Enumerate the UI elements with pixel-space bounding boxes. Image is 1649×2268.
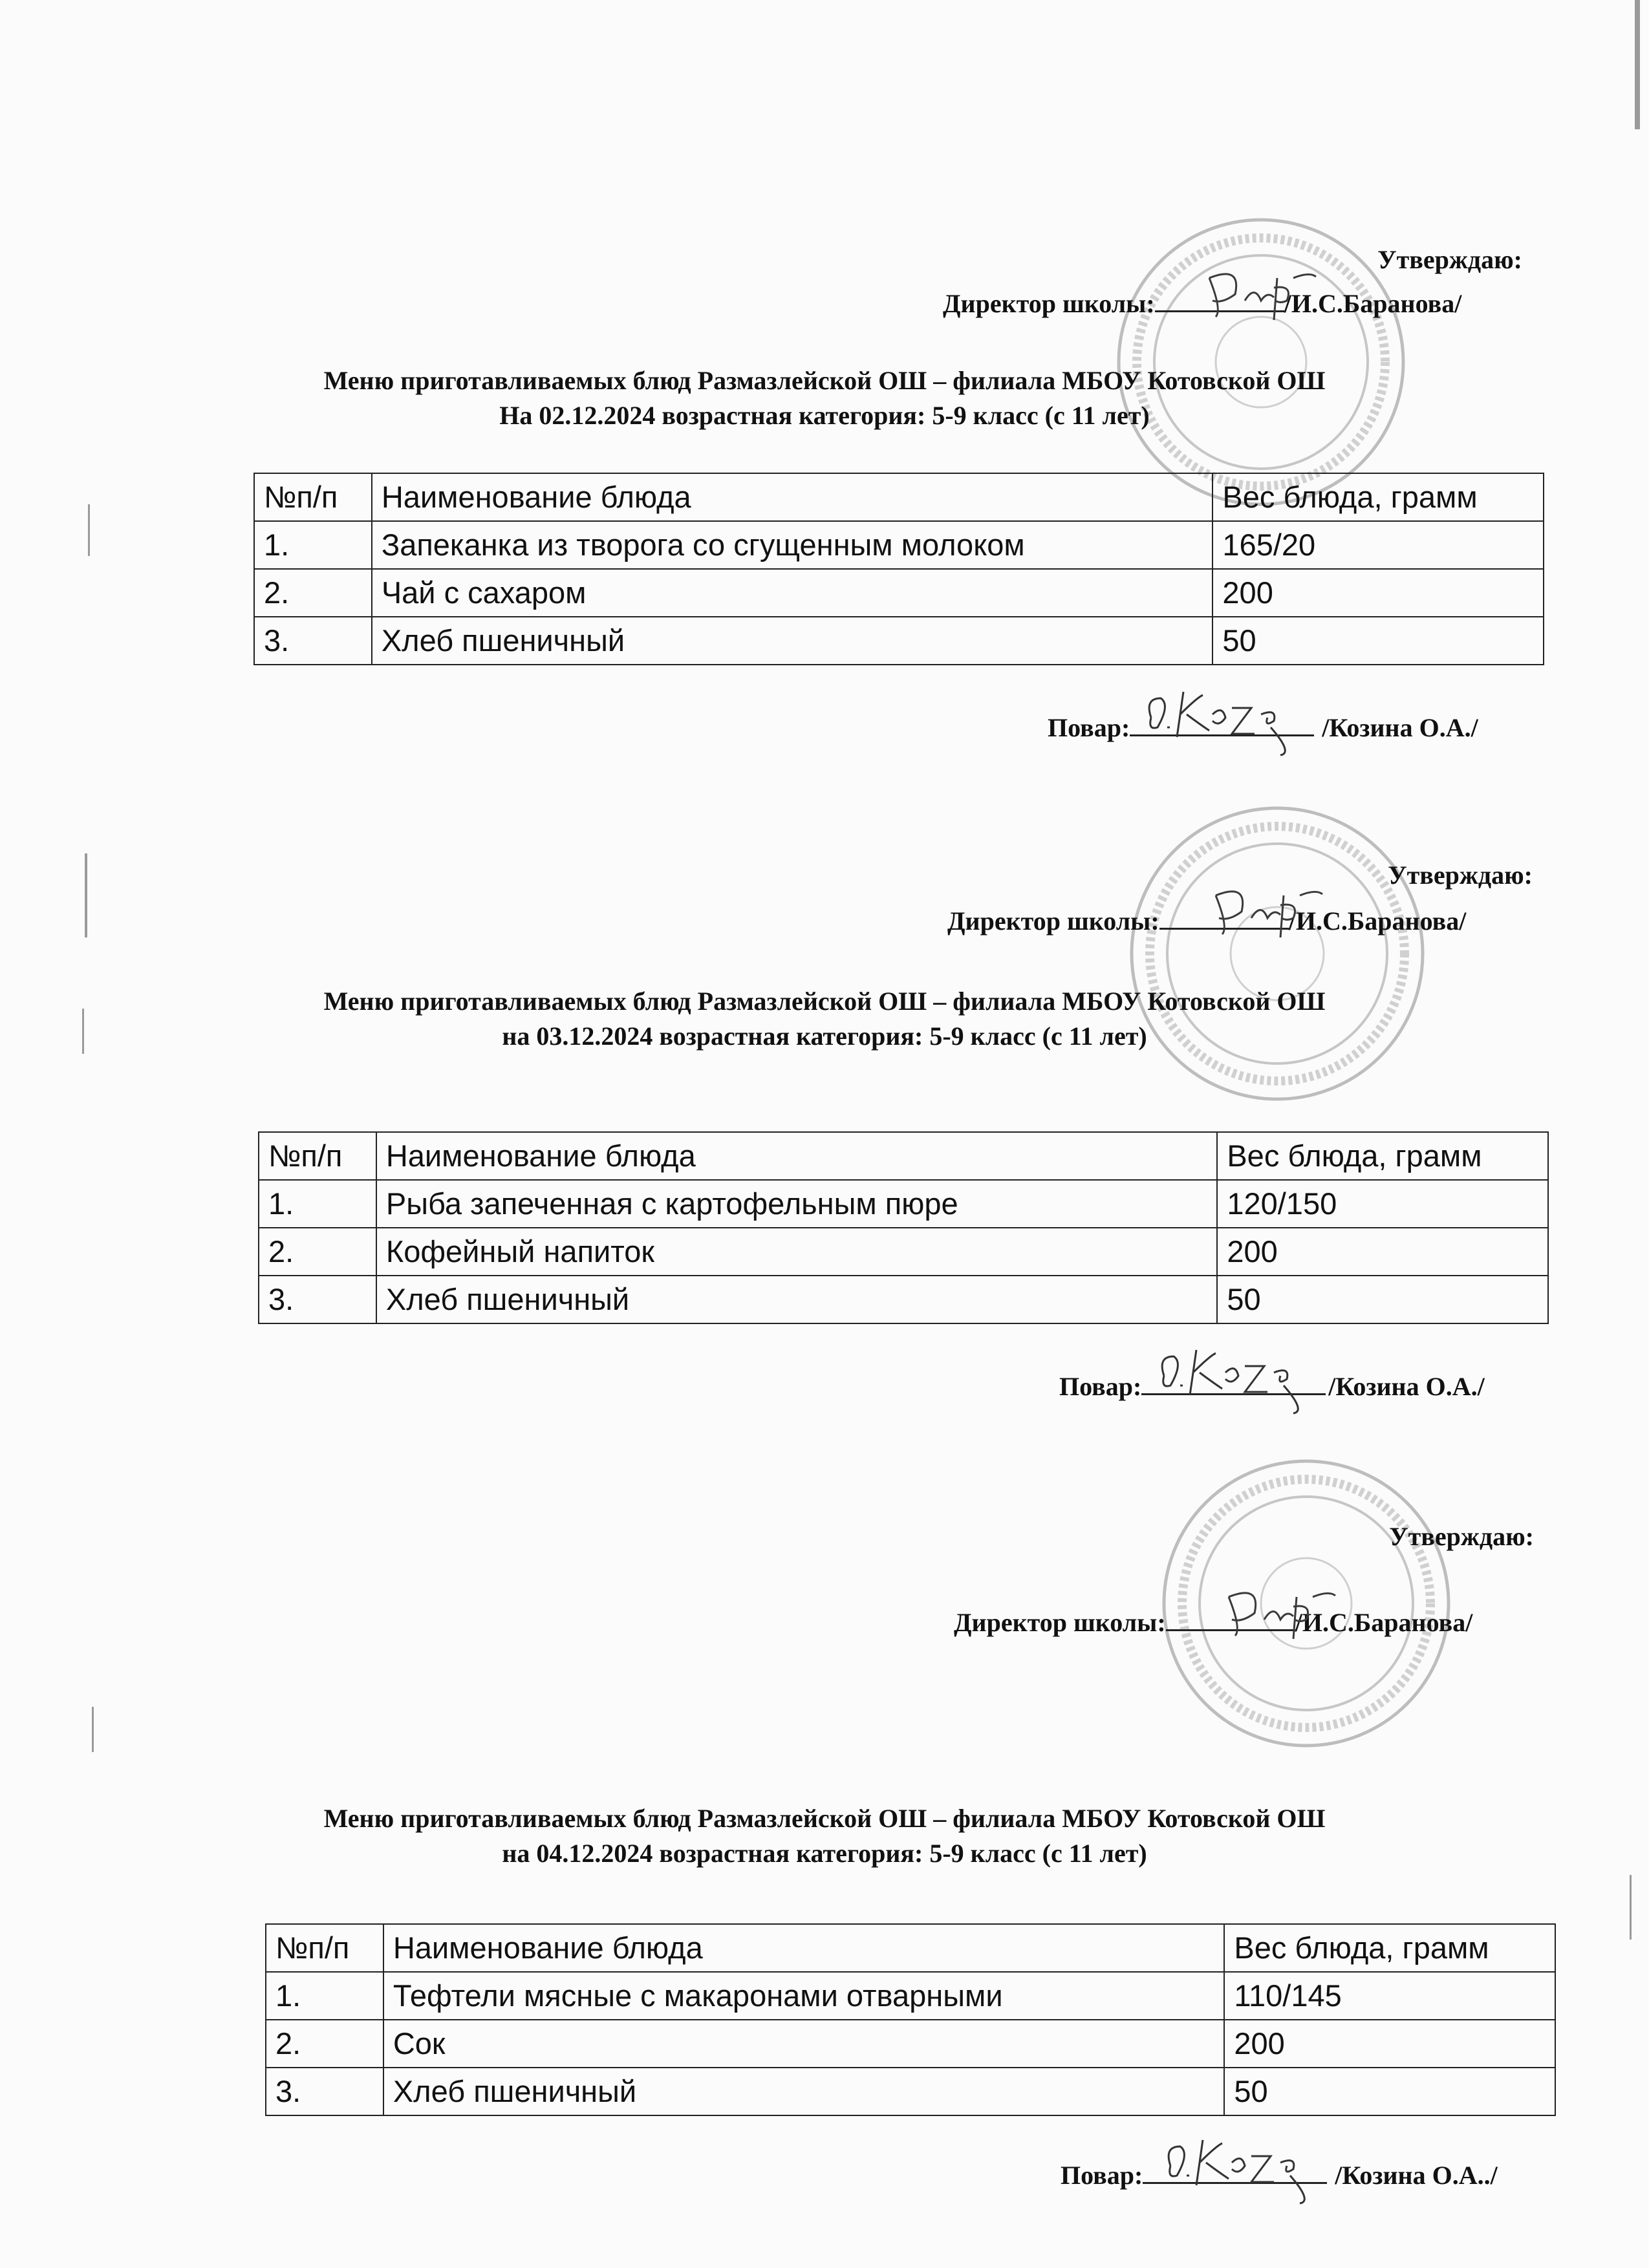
cell-dish: Хлеб пшеничный <box>376 1276 1217 1323</box>
cell-weight: 200 <box>1212 569 1544 617</box>
cook-signature <box>1138 679 1306 756</box>
table-row <box>266 2020 1555 2068</box>
menu-title: Меню приготавливаемых блюд Размазлейской ОШ – филиала МБОУ Котовской ОШ <box>323 1804 1326 1833</box>
scan-edge-mark <box>1635 0 1640 129</box>
cell-weight: 120/150 <box>1217 1180 1548 1228</box>
cell-dish: Хлеб пшеничный <box>372 617 1213 665</box>
cell-number: 2. <box>266 2020 383 2068</box>
table-header-row <box>259 1132 1548 1180</box>
menu-title: Меню приготавливаемых блюд Размазлейской ОШ – филиала МБОУ Котовской ОШ <box>323 366 1326 395</box>
cook-name: /Козина О.А../ <box>1335 2161 1498 2190</box>
director-label: Директор школы: <box>954 1608 1166 1637</box>
cook-signature <box>1151 1337 1319 1415</box>
approve-label: Утверждаю: <box>1377 245 1522 274</box>
approve-label: Утверждаю: <box>1389 1522 1534 1551</box>
header-weight: Вес блюда, грамм <box>1212 473 1544 521</box>
table-row <box>254 521 1544 569</box>
cell-number: 1. <box>259 1180 376 1228</box>
menu-subtitle: на 03.12.2024 возрастная категория: 5-9 класс (с 11 лет) <box>502 1022 1147 1051</box>
table-row <box>254 617 1544 665</box>
cell-number: 1. <box>254 521 372 569</box>
director-signature <box>1216 1584 1339 1642</box>
table-row <box>259 1180 1548 1228</box>
director-label: Директор школы: <box>947 906 1159 936</box>
approve-label: Утверждаю: <box>1388 861 1533 890</box>
table-header-row <box>254 473 1544 521</box>
table-row <box>266 1972 1555 2020</box>
header-number: №п/п <box>259 1132 376 1180</box>
cell-dish: Запеканка из творога со сгущенным молоком <box>372 521 1213 569</box>
header-weight: Вес блюда, грамм <box>1224 1924 1555 1972</box>
cell-dish: Сок <box>383 2020 1225 2068</box>
header-weight: Вес блюда, грамм <box>1217 1132 1548 1180</box>
cell-number: 3. <box>254 617 372 665</box>
cell-dish: Тефтели мясные с макаронами отварными <box>383 1972 1225 2020</box>
cook-name: /Козина О.А./ <box>1322 713 1478 742</box>
menu-subtitle: на 04.12.2024 возрастная категория: 5-9 класс (с 11 лет) <box>502 1839 1147 1868</box>
menu-table <box>258 1131 1549 1324</box>
cell-weight: 50 <box>1224 2068 1555 2115</box>
cell-weight: 200 <box>1224 2020 1555 2068</box>
cell-number: 3. <box>259 1276 376 1323</box>
table-row <box>266 2068 1555 2115</box>
menu-title: Меню приготавливаемых блюд Размазлейской ОШ – филиала МБОУ Котовской ОШ <box>323 987 1326 1016</box>
director-signature <box>1203 883 1326 941</box>
header-dish: Наименование блюда <box>372 473 1213 521</box>
menu-table <box>253 473 1544 665</box>
scan-edge-mark <box>88 504 90 556</box>
cell-number: 2. <box>254 569 372 617</box>
cell-number: 1. <box>266 1972 383 2020</box>
cell-dish: Кофейный напиток <box>376 1228 1217 1276</box>
round-stamp <box>1112 213 1410 511</box>
header-number: №п/п <box>254 473 372 521</box>
cell-number: 3. <box>266 2068 383 2115</box>
cell-weight: 50 <box>1217 1276 1548 1323</box>
cell-dish: Рыба запеченная с картофельным пюре <box>376 1180 1217 1228</box>
table-header-row <box>266 1924 1555 1972</box>
menu-table <box>265 1923 1556 2116</box>
cell-dish: Хлеб пшеничный <box>383 2068 1225 2115</box>
cell-number: 2. <box>259 1228 376 1276</box>
cook-signature <box>1158 2127 1326 2205</box>
table-row <box>259 1228 1548 1276</box>
scan-edge-mark <box>85 853 87 937</box>
menu-subtitle: На 02.12.2024 возрастная категория: 5-9 класс (с 11 лет) <box>499 401 1150 430</box>
cook-label: Повар: <box>1061 2161 1143 2190</box>
cook-label: Повар: <box>1059 1372 1142 1401</box>
director-label: Директор школы: <box>943 289 1155 318</box>
director-line <box>954 1603 1472 1638</box>
cell-dish: Чай с сахаром <box>372 569 1213 617</box>
table-row <box>259 1276 1548 1323</box>
round-stamp <box>1125 802 1429 1106</box>
header-dish: Наименование блюда <box>383 1924 1225 1972</box>
director-name: /И.С.Баранова/ <box>1284 289 1462 318</box>
scan-edge-mark <box>92 1707 94 1752</box>
cook-name: /Козина О.А./ <box>1328 1372 1485 1401</box>
cell-weight: 50 <box>1212 617 1544 665</box>
director-signature <box>1196 265 1319 323</box>
director-name: /И.С.Баранова/ <box>1295 1608 1473 1637</box>
header-dish: Наименование блюда <box>376 1132 1217 1180</box>
cook-label: Повар: <box>1048 713 1130 742</box>
table-row <box>254 569 1544 617</box>
header-number: №п/п <box>266 1924 383 1972</box>
cell-weight: 165/20 <box>1212 521 1544 569</box>
scan-edge-mark <box>1630 1875 1632 1940</box>
director-name: /И.С.Баранова/ <box>1288 906 1467 936</box>
cell-weight: 110/145 <box>1224 1972 1555 2020</box>
cell-weight: 200 <box>1217 1228 1548 1276</box>
